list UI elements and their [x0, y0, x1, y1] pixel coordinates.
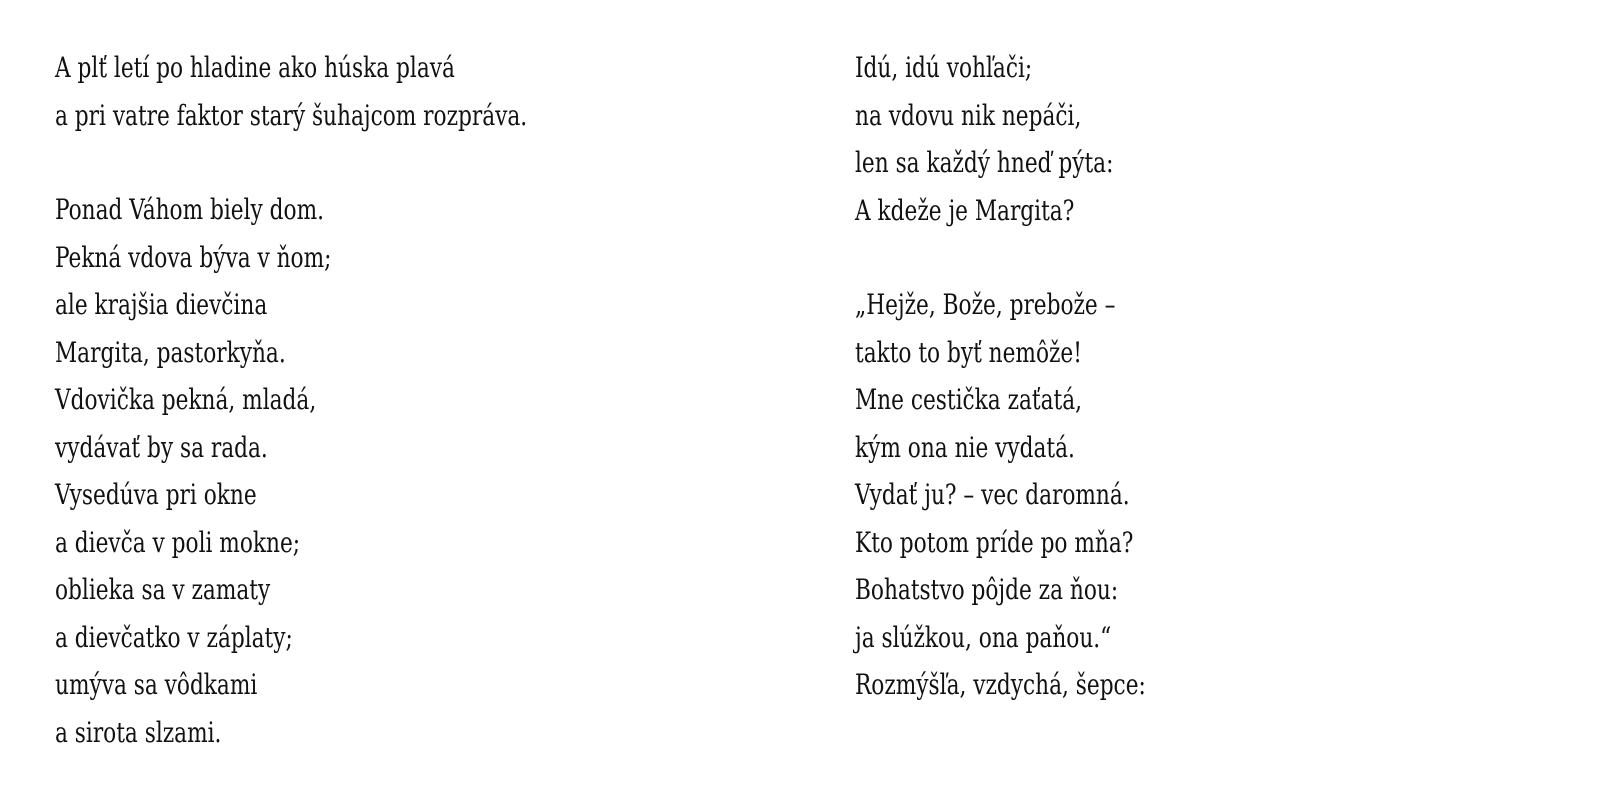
poem-line: Mne cestička zaťatá,: [855, 383, 1082, 416]
poem-line: Idú, idú vohľači;: [855, 51, 1033, 84]
poem-line: umýva sa vôdkami: [55, 668, 258, 701]
poem-line: A plť letí po hladine ako húska plavá: [55, 51, 455, 84]
poem-line: vydávať by sa rada.: [55, 430, 268, 464]
poem-line: na vdovu nik nepáči,: [855, 98, 1082, 132]
poem-line: Vydať ju? – vec daromná.: [855, 478, 1130, 511]
poem-line: Bohatstvo pôjde za ňou:: [855, 573, 1119, 606]
poem-line: ja slúžkou, ona paňou.“: [855, 620, 1112, 654]
poem-line: Kto potom príde po mňa?: [855, 525, 1134, 559]
poem-right-column: [855, 44, 1555, 709]
poem-line: a pri vatre faktor starý šuhajcom rozpráva.: [55, 98, 528, 132]
stanza-intro: [55, 44, 815, 139]
poem-line: a dievčatko v záplaty;: [55, 620, 293, 654]
poem-line: a dievča v poli mokne;: [55, 525, 301, 559]
poem-left-column: [55, 44, 815, 756]
poem-line: Margita, pastorkyňa.: [55, 335, 286, 369]
poem-line: A kdeže je Margita?: [855, 193, 1075, 227]
poem-line: Vdovička pekná, mladá,: [55, 383, 317, 416]
stanza-white-house: [55, 186, 815, 756]
poem-line: oblieka sa v zamaty: [55, 573, 271, 606]
poem-line: Vysedúva pri okne: [55, 478, 257, 511]
poem-line: ale krajšia dievčina: [55, 288, 268, 321]
poem-line: Pekná vdova býva v ňom;: [55, 240, 332, 274]
stanza-suitors: [855, 44, 1555, 234]
poem-line: „Hejže, Bože, prebože –: [855, 288, 1116, 321]
poem-line: Rozmýšľa, vzdychá, šepce:: [855, 668, 1146, 701]
poem-line: takto to byť nemôže!: [855, 335, 1082, 369]
poem-line: a sirota slzami.: [55, 715, 222, 749]
poem-line: len sa každý hneď pýta:: [855, 146, 1114, 179]
poem-line: kým ona nie vydatá.: [855, 430, 1075, 464]
stanza-lament: [855, 281, 1555, 709]
poem-line: Ponad Váhom biely dom.: [55, 193, 324, 226]
